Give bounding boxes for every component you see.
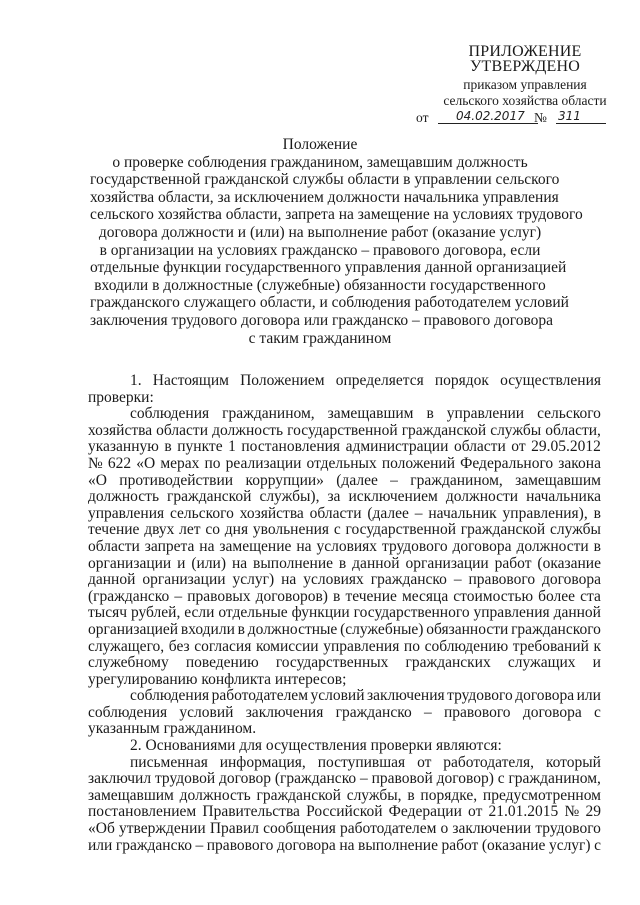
title-line: гражданского служащего области, и соблюдения работодателем условий — [90, 294, 569, 312]
title-line: входили в должностные (служебные) обязанности государственного — [94, 276, 546, 294]
approval-order-label: приказом управления — [463, 77, 587, 92]
body-line: указанную в пункте 1 постановления администрации области от 29.05.2012 — [88, 438, 601, 456]
approval-stamp-block — [416, 43, 620, 127]
title-line: о проверке соблюдения гражданином, замещавшим должность — [112, 153, 528, 171]
body-line: организации и (или) на выполнение в данной организации работ (оказание — [88, 554, 601, 572]
handwritten-number: 311 — [558, 109, 581, 123]
document-body — [88, 373, 601, 854]
body-line: заключил трудовой договор (гражданско – правовой договор) с гражданином, — [88, 770, 601, 788]
body-line: служебному поведению государственных гражданских служащих и — [88, 654, 601, 672]
title-line: с таким гражданином — [248, 329, 392, 347]
title-line: заключения трудового договора или гражданско – правового договора — [90, 311, 554, 329]
body-line: управления сельского хозяйства области (далее – начальник управления), в — [88, 504, 601, 522]
body-line: «О противодействии коррупции» (далее – гражданином, замещавшим — [88, 471, 601, 489]
body-line: урегулированию конфликта интересов; — [88, 670, 347, 688]
body-line: № 622 «О мерах по реализации отдельных положений Федерального закона — [88, 454, 601, 472]
approval-date-number-line — [416, 109, 616, 127]
body-line: области запрета на замещение на условиях трудового договора должности в — [88, 537, 601, 555]
body-line: соблюдения условий заключения гражданско – правового договора с — [88, 703, 601, 721]
body-line: служащего, без согласия комиссии управления по соблюдению требований к — [88, 637, 601, 655]
body-line: проверки: — [88, 388, 154, 406]
body-line: тысяч рублей, если отдельные функции государственного управления данной — [88, 604, 601, 622]
body-line: хозяйства области должность государственной гражданской службы области, — [88, 421, 601, 439]
body-line: или гражданско – правового договора на выполнение работ (оказание услуг) с — [88, 836, 601, 854]
body-line: данной организации услуг) на условиях гражданско – правового договора — [88, 571, 601, 589]
body-line: должность гражданской службы), за исключением должности начальника — [88, 488, 601, 506]
title-lines — [90, 153, 583, 348]
title-line: сельского хозяйства области, запрета на замещение на условиях трудового — [90, 206, 583, 224]
title-line: в организации на условиях гражданско – правового договора, если — [99, 241, 541, 259]
title-line: договора должности и (или) на выполнение работ (оказание услуг) — [98, 223, 542, 241]
approval-appendix-label: ПРИЛОЖЕНИЕ — [468, 43, 582, 60]
body-line: соблюдения работодателем условий заключения трудового договора или — [130, 687, 601, 705]
body-line: (гражданско – правовых договоров) в течение месяца стоимостью более ста — [88, 587, 601, 605]
title-heading: Положение — [282, 136, 358, 153]
body-line: течение двух лет со дня увольнения с государственной гражданской службы — [88, 521, 601, 539]
body-line: 1. Настоящим Положением определяется порядок осуществления — [130, 372, 601, 389]
body-line: 2. Основаниями для осуществления проверки являются: — [130, 737, 502, 755]
handwritten-date: 04.02.2017 — [456, 109, 525, 123]
approval-department-label: сельского хозяйства области — [443, 93, 607, 108]
date-prefix: от — [416, 110, 429, 125]
body-line: письменная информация, поступившая от работодателя, который — [130, 753, 601, 771]
body-line: замещавшим должность гражданской службы, в порядке, предусмотренном — [88, 786, 601, 804]
approval-approved-label: УТВЕРЖДЕНО — [469, 58, 580, 75]
number-prefix: № — [534, 110, 547, 125]
title-line: отдельные функции государственного управления данной организацией — [90, 259, 567, 277]
title-line: государственной гражданской службы области в управлении сельского — [90, 171, 560, 189]
document-title — [90, 136, 583, 347]
body-line: постановлением Правительства Российской Федерации от 21.01.2015 № 29 — [88, 803, 601, 821]
body-line: «Об утверждении Правил сообщения работодателем о заключении трудового — [88, 820, 601, 838]
body-line: соблюдения гражданином, замещавшим в управлении сельского — [130, 405, 601, 423]
body-line: организацией входили в должностные (служебные) обязанности гражданского — [88, 620, 601, 638]
title-line: хозяйства области, за исключением должности начальника управления — [90, 188, 559, 206]
body-line: указанным гражданином. — [88, 720, 257, 738]
